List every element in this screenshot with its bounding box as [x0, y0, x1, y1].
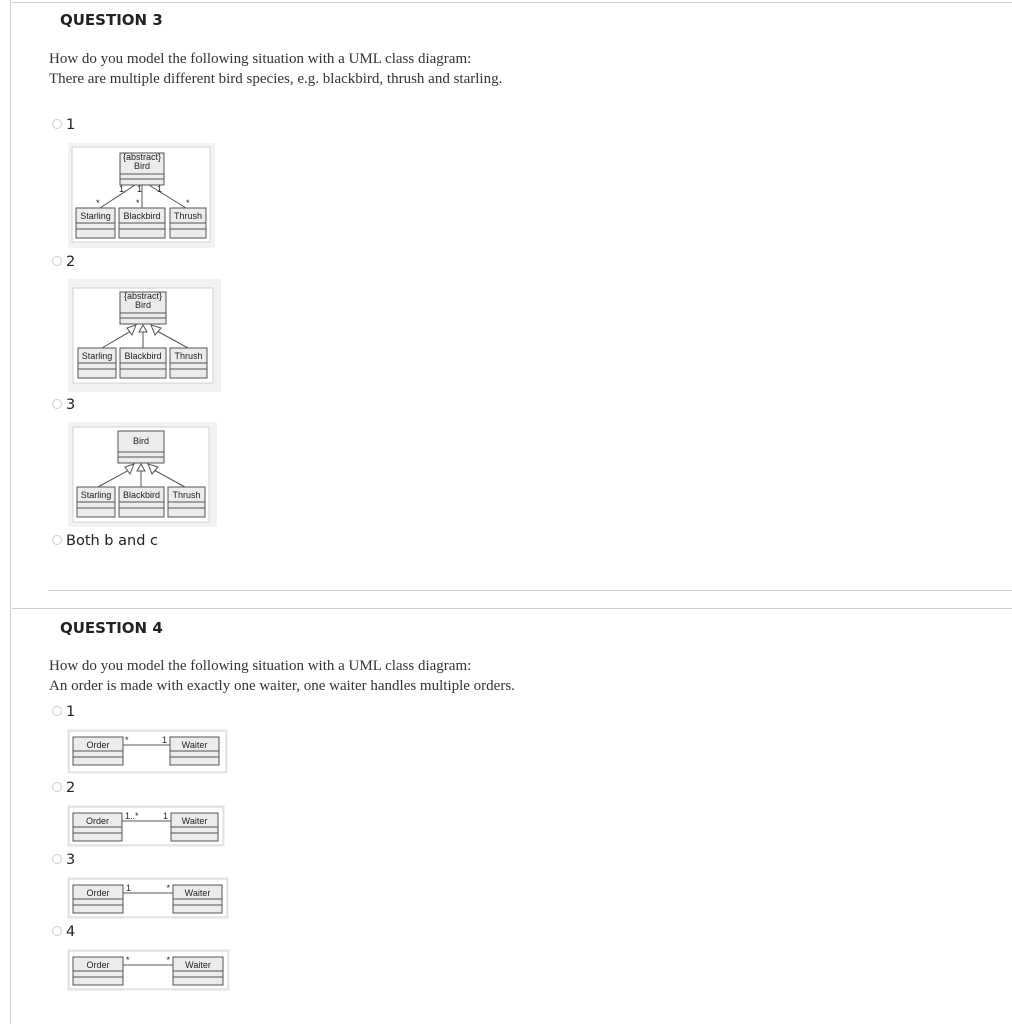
order-class-name: Order	[86, 740, 110, 750]
order-class-name: Order	[86, 960, 110, 970]
q4-option-2-radio[interactable]	[52, 782, 62, 792]
question-4-prompt-line-2: An order is made with exactly one waiter, one waiter handles multiple orders.	[49, 678, 515, 694]
bird-class-name: Bird	[132, 436, 150, 446]
waiter-multiplicity: *	[166, 883, 170, 893]
q4-option-4-label: 4	[66, 924, 76, 940]
abstract-stereotype: {abstract}	[122, 152, 162, 162]
q3-option-3-label: 3	[66, 397, 76, 413]
question-4-title: QUESTION 4	[60, 619, 163, 637]
waiter-class-name: Waiter	[184, 888, 211, 898]
q4-option-1-label: 1	[66, 704, 76, 720]
waiter-multiplicity: 1	[162, 811, 168, 821]
uml-association-diagram	[67, 805, 225, 847]
blackbird-class-name: Blackbird	[122, 490, 161, 500]
abstract-stereotype: {abstract}	[123, 291, 163, 301]
q3-option-1-diagram	[68, 143, 215, 248]
waiter-multiplicity: 1	[161, 735, 167, 745]
q3-option-3-radio[interactable]	[52, 399, 62, 409]
top-divider	[12, 2, 1012, 3]
mult-parent-2: 1	[137, 184, 143, 194]
bird-class-name: Bird	[133, 161, 151, 171]
order-multiplicity: 1	[126, 883, 132, 893]
uml-generalization-diagram	[68, 422, 217, 527]
starling-class-name: Starling	[81, 351, 113, 361]
q4-option-3-radio[interactable]	[52, 854, 62, 864]
question-3-title: QUESTION 3	[60, 11, 163, 29]
blackbird-class-name: Blackbird	[123, 211, 161, 221]
bird-class-name: Bird	[134, 300, 152, 310]
blackbird-class-name: Blackbird	[124, 351, 162, 361]
q4-option-4-radio[interactable]	[52, 926, 62, 936]
q4-option-2-diagram	[67, 805, 225, 847]
mult-child-3: *	[186, 198, 190, 208]
thrush-class-name: Thrush	[173, 211, 203, 221]
q4-option-3-diagram	[67, 877, 229, 919]
waiter-class-name: Waiter	[181, 816, 208, 826]
uml-association-diagram	[67, 949, 230, 991]
waiter-class-name: Waiter	[185, 960, 211, 970]
q3-option-1-label: 1	[66, 117, 76, 133]
q3-option-2-radio[interactable]	[52, 256, 62, 266]
waiter-multiplicity: *	[166, 955, 170, 965]
q3-option-3-diagram	[68, 422, 217, 527]
q3-option-2-label: 2	[66, 254, 76, 270]
page-left-border	[10, 0, 11, 1024]
question-4-prompt-line-1: How do you model the following situation with a UML class diagram:	[49, 658, 472, 674]
q3-option-1-radio[interactable]	[52, 119, 62, 129]
mult-child-2: *	[136, 198, 140, 208]
thrush-class-name: Thrush	[172, 490, 201, 500]
mult-child-1: *	[96, 198, 100, 208]
q4-option-3-label: 3	[66, 852, 76, 868]
order-class-name: Order	[85, 816, 110, 826]
q4-option-2-label: 2	[66, 780, 76, 796]
uml-association-diagram	[67, 729, 228, 774]
order-multiplicity: *	[125, 735, 129, 745]
question-4-top-rule	[12, 608, 1012, 609]
q3-option-4-label: Both b and c	[66, 533, 158, 549]
mult-parent-1: 1	[119, 184, 125, 194]
q4-option-1-radio[interactable]	[52, 706, 62, 716]
order-multiplicity: *	[126, 955, 130, 965]
order-class-name: Order	[86, 888, 110, 898]
uml-association-diagram	[68, 143, 215, 248]
q4-option-1-diagram	[67, 729, 228, 774]
q4-option-4-diagram	[67, 949, 230, 991]
starling-class-name: Starling	[80, 211, 111, 221]
waiter-class-name: Waiter	[181, 740, 208, 750]
section-divider	[48, 590, 1012, 591]
order-multiplicity: 1..*	[125, 811, 139, 821]
q3-option-2-diagram	[68, 279, 221, 392]
uml-generalization-diagram	[68, 279, 221, 392]
uml-association-diagram	[67, 877, 229, 919]
question-3-prompt-line-1: How do you model the following situation with a UML class diagram:	[49, 51, 472, 67]
question-3-prompt-line-2: There are multiple different bird species, e.g. blackbird, thrush and starling.	[49, 71, 503, 87]
q3-option-4-radio[interactable]	[52, 535, 62, 545]
mult-parent-3: 1	[157, 184, 163, 194]
thrush-class-name: Thrush	[174, 351, 203, 361]
starling-class-name: Starling	[80, 490, 112, 500]
